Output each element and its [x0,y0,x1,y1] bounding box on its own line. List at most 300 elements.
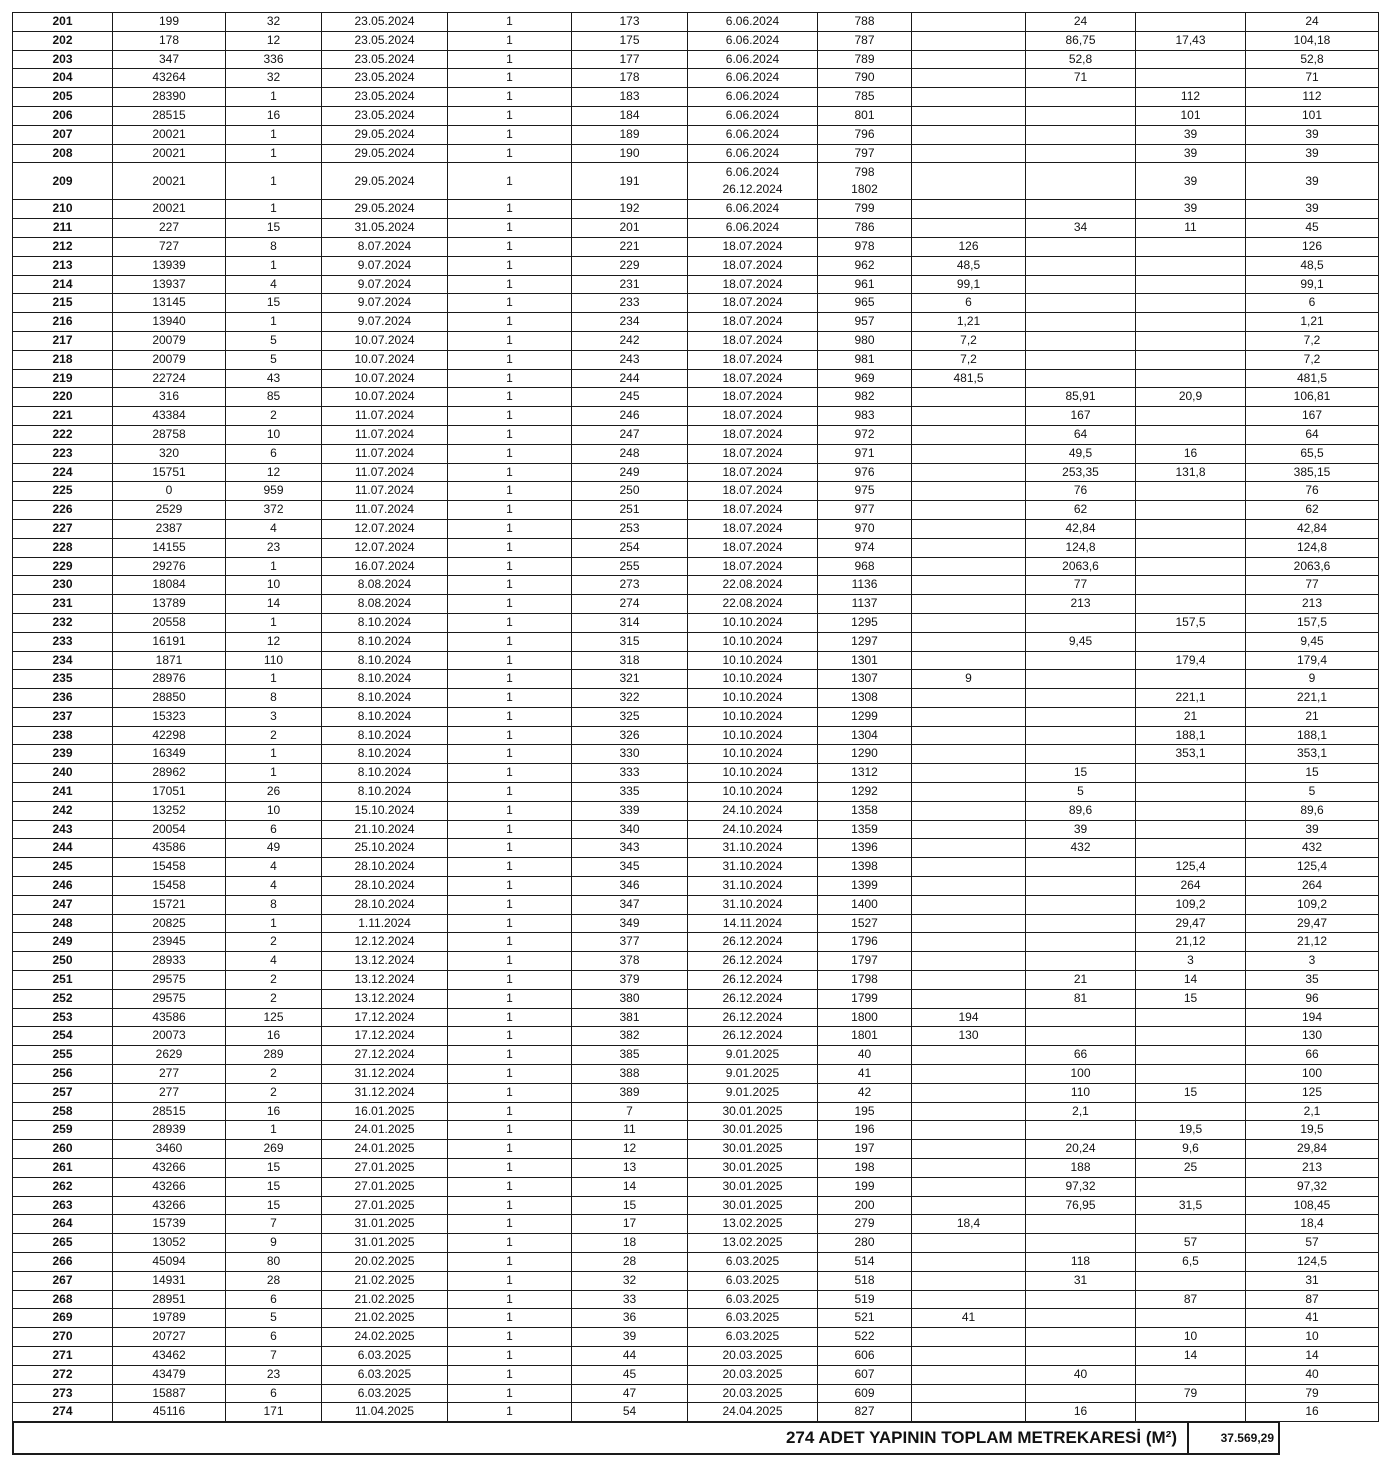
area-col-a-cell [912,1046,1026,1065]
area-col-a-cell [912,576,1026,595]
permit-number-cell: 248 [572,444,688,463]
registry-number-cell: 1312 [818,764,912,783]
area-col-c-cell [1136,256,1246,275]
quantity-cell: 1 [448,50,572,69]
registry-number-cell: 1136 [818,576,912,595]
row-number-cell: 247 [13,895,113,914]
quantity-cell: 1 [448,31,572,50]
permit-date-cell: 31.10.2024 [688,839,818,858]
block-number-cell: 6 [226,1384,322,1403]
area-col-b-cell [1026,331,1136,350]
area-col-a-cell [912,219,1026,238]
area-col-b-cell: 89,6 [1026,801,1136,820]
parcel-number-cell: 45094 [113,1253,226,1272]
area-col-a-cell [912,595,1026,614]
application-date-cell: 8.08.2024 [322,576,448,595]
block-number-cell: 2 [226,971,322,990]
permit-number-cell: 7 [572,1102,688,1121]
area-col-b-cell [1026,914,1136,933]
block-number-cell: 23 [226,538,322,557]
permit-number-cell: 378 [572,952,688,971]
area-col-a-cell [912,632,1026,651]
application-date-cell: 29.05.2024 [322,200,448,219]
block-number-cell: 15 [226,1177,322,1196]
block-number-cell: 7 [226,1346,322,1365]
permit-number-cell: 54 [572,1403,688,1422]
parcel-number-cell: 20021 [113,144,226,163]
permit-date-cell: 30.01.2025 [688,1121,818,1140]
row-number-cell: 219 [13,369,113,388]
permit-number-cell: 315 [572,632,688,651]
area-col-a-cell [912,1328,1026,1347]
area-col-b-cell [1026,1215,1136,1234]
area-col-c-cell: 19,5 [1136,1121,1246,1140]
area-col-b-cell: 97,32 [1026,1177,1136,1196]
area-col-a-cell [912,538,1026,557]
row-number-cell: 265 [13,1234,113,1253]
parcel-number-cell: 28939 [113,1121,226,1140]
application-date-cell: 21.10.2024 [322,820,448,839]
registry-number-cell: 1301 [818,651,912,670]
area-col-b-cell: 64 [1026,425,1136,444]
quantity-cell: 1 [448,1177,572,1196]
area-col-b-cell [1026,858,1136,877]
row-number-cell: 268 [13,1290,113,1309]
area-col-a-cell [912,69,1026,88]
row-number-cell: 249 [13,933,113,952]
quantity-cell: 1 [448,275,572,294]
permit-number-cell: 242 [572,331,688,350]
registry-number-cell: 40 [818,1046,912,1065]
area-col-a-cell [912,1384,1026,1403]
total-area-cell: 125 [1246,1083,1379,1102]
parcel-number-cell: 1871 [113,651,226,670]
permit-date-cell: 10.10.2024 [688,670,818,689]
table-row [13,350,1379,369]
table-row [13,1046,1379,1065]
area-col-c-cell: 20,9 [1136,388,1246,407]
block-number-cell: 8 [226,895,322,914]
area-col-c-cell [1136,632,1246,651]
permit-number-cell: 321 [572,670,688,689]
total-area-cell: 21 [1246,707,1379,726]
application-date-cell: 9.07.2024 [322,256,448,275]
permit-number-cell: 254 [572,538,688,557]
permit-number-cell: 382 [572,1027,688,1046]
row-number-cell: 241 [13,783,113,802]
area-col-b-cell: 2,1 [1026,1102,1136,1121]
quantity-cell: 1 [448,331,572,350]
area-col-b-cell: 253,35 [1026,463,1136,482]
permit-date-cell: 10.10.2024 [688,689,818,708]
block-number-cell: 269 [226,1140,322,1159]
application-date-cell: 8.10.2024 [322,651,448,670]
permit-date-cell: 9.01.2025 [688,1083,818,1102]
registry-number-cell: 1292 [818,783,912,802]
parcel-number-cell: 13789 [113,595,226,614]
table-row [13,1271,1379,1290]
parcel-number-cell: 19789 [113,1309,226,1328]
row-number-cell: 274 [13,1403,113,1422]
area-col-c-cell [1136,1065,1246,1084]
block-number-cell: 959 [226,482,322,501]
area-col-c-cell [1136,482,1246,501]
total-area-cell: 16 [1246,1403,1379,1422]
area-col-c-cell [1136,1271,1246,1290]
area-col-b-cell: 76,95 [1026,1196,1136,1215]
parcel-number-cell: 28390 [113,88,226,107]
registry-number-cell: 1799 [818,989,912,1008]
table-row [13,13,1379,32]
block-number-cell: 6 [226,1328,322,1347]
table-row [13,971,1379,990]
application-date-cell: 27.12.2024 [322,1046,448,1065]
block-number-cell: 2 [226,1065,322,1084]
permit-date-cell: 18.07.2024 [688,407,818,426]
permit-date-cell: 24.10.2024 [688,820,818,839]
total-area-cell: 221,1 [1246,689,1379,708]
area-col-c-cell: 11 [1136,219,1246,238]
area-col-a-cell [912,106,1026,125]
permit-date-line: 6.06.2024 [725,165,780,180]
area-col-a-cell [912,613,1026,632]
table-row [13,801,1379,820]
total-area-cell: 29,47 [1246,914,1379,933]
application-date-cell: 28.10.2024 [322,895,448,914]
area-col-b-cell: 86,75 [1026,31,1136,50]
area-col-b-cell [1026,651,1136,670]
permit-number-cell: 251 [572,501,688,520]
permit-date-cell: 18.07.2024 [688,444,818,463]
parcel-number-cell: 43266 [113,1196,226,1215]
quantity-cell: 1 [448,13,572,32]
quantity-cell: 1 [448,1140,572,1159]
application-date-cell: 24.01.2025 [322,1121,448,1140]
area-col-b-cell [1026,350,1136,369]
permit-date-cell: 18.07.2024 [688,538,818,557]
permit-date-cell: 9.01.2025 [688,1065,818,1084]
quantity-cell: 1 [448,1271,572,1290]
quantity-cell: 1 [448,801,572,820]
application-date-cell: 6.03.2025 [322,1346,448,1365]
permit-date-cell: 26.12.2024 [688,1008,818,1027]
parcel-number-cell: 20558 [113,613,226,632]
area-col-b-cell [1026,294,1136,313]
row-number-cell: 220 [13,388,113,407]
quantity-cell: 1 [448,1234,572,1253]
permit-number-cell: 381 [572,1008,688,1027]
permit-date-cell: 6.06.2024 [688,219,818,238]
registry-number-cell: 801 [818,106,912,125]
permit-date-cell: 31.10.2024 [688,877,818,896]
parcel-number-cell: 17051 [113,783,226,802]
quantity-cell: 1 [448,877,572,896]
area-col-b-cell [1026,1346,1136,1365]
permit-number-cell: 318 [572,651,688,670]
block-number-cell: 4 [226,952,322,971]
application-date-cell: 9.07.2024 [322,313,448,332]
area-col-b-cell [1026,670,1136,689]
area-col-b-cell: 432 [1026,839,1136,858]
registry-number-cell: 1304 [818,726,912,745]
area-col-a-cell: 1,21 [912,313,1026,332]
row-number-cell: 228 [13,538,113,557]
total-area-cell: 39 [1246,144,1379,163]
area-col-a-cell [912,651,1026,670]
total-area-cell: 7,2 [1246,331,1379,350]
permit-number-cell: 183 [572,88,688,107]
total-area-cell: 109,2 [1246,895,1379,914]
total-area-cell: 39 [1246,820,1379,839]
permit-number-cell: 244 [572,369,688,388]
block-number-cell: 1 [226,163,322,200]
application-date-cell: 13.12.2024 [322,971,448,990]
area-col-c-cell [1136,519,1246,538]
area-col-c-cell [1136,1008,1246,1027]
total-area-cell: 100 [1246,1065,1379,1084]
area-col-b-cell: 49,5 [1026,444,1136,463]
registry-number-cell: 787 [818,31,912,50]
area-col-a-cell [912,1290,1026,1309]
registry-number-cell: 1299 [818,707,912,726]
parcel-number-cell: 43266 [113,1177,226,1196]
quantity-cell: 1 [448,689,572,708]
registry-number-cell: 971 [818,444,912,463]
application-date-cell: 11.07.2024 [322,482,448,501]
area-col-c-cell [1136,1403,1246,1422]
total-area-cell: 7,2 [1246,350,1379,369]
permit-number-cell: 221 [572,237,688,256]
total-area-cell: 41 [1246,1309,1379,1328]
permit-date-cell: 6.06.2024 [688,144,818,163]
quantity-cell: 1 [448,88,572,107]
total-value: 37.569,29 [1188,1422,1279,1454]
registry-number-cell: 1358 [818,801,912,820]
application-date-cell: 12.07.2024 [322,538,448,557]
total-area-cell: 188,1 [1246,726,1379,745]
area-col-a-cell [912,783,1026,802]
registry-number-cell: 1297 [818,632,912,651]
area-col-b-cell [1026,1008,1136,1027]
permit-date-cell: 13.02.2025 [688,1215,818,1234]
permit-number-cell: 274 [572,595,688,614]
application-date-cell: 31.12.2024 [322,1065,448,1084]
area-col-b-cell [1026,125,1136,144]
block-number-cell: 9 [226,1234,322,1253]
application-date-cell: 8.10.2024 [322,783,448,802]
block-number-cell: 32 [226,69,322,88]
registry-number-cell: 1290 [818,745,912,764]
table-row [13,1346,1379,1365]
application-date-cell: 31.05.2024 [322,219,448,238]
area-col-a-cell: 99,1 [912,275,1026,294]
row-number-cell: 245 [13,858,113,877]
row-number-cell: 226 [13,501,113,520]
block-number-cell: 12 [226,463,322,482]
permit-number-cell: 273 [572,576,688,595]
area-col-b-cell: 34 [1026,219,1136,238]
total-area-cell: 77 [1246,576,1379,595]
area-col-b-cell [1026,1328,1136,1347]
permit-date-cell: 6.06.2024 [688,125,818,144]
area-col-b-cell [1026,275,1136,294]
total-area-cell: 21,12 [1246,933,1379,952]
block-number-cell: 6 [226,820,322,839]
permit-date-cell: 10.10.2024 [688,613,818,632]
row-number-cell: 263 [13,1196,113,1215]
row-number-cell: 214 [13,275,113,294]
block-number-cell: 4 [226,275,322,294]
registry-number-cell: 199 [818,1177,912,1196]
area-col-b-cell: 85,91 [1026,388,1136,407]
registry-number-cell: 1359 [818,820,912,839]
area-col-c-cell [1136,294,1246,313]
application-date-cell: 11.07.2024 [322,407,448,426]
total-area-cell: 66 [1246,1046,1379,1065]
row-number-cell: 242 [13,801,113,820]
area-col-a-cell: 194 [912,1008,1026,1027]
area-col-a-cell [912,519,1026,538]
block-number-cell: 4 [226,858,322,877]
row-number-cell: 235 [13,670,113,689]
area-col-c-cell: 21,12 [1136,933,1246,952]
parcel-number-cell: 29575 [113,989,226,1008]
permit-date-cell: 18.07.2024 [688,313,818,332]
table-row [13,858,1379,877]
row-number-cell: 222 [13,425,113,444]
area-col-a-cell [912,858,1026,877]
area-col-c-cell: 15 [1136,989,1246,1008]
permit-date-cell: 6.03.2025 [688,1290,818,1309]
permit-number-cell: 13 [572,1159,688,1178]
table-row [13,1140,1379,1159]
row-number-cell: 233 [13,632,113,651]
total-area-cell: 65,5 [1246,444,1379,463]
block-number-cell: 1 [226,125,322,144]
table-row [13,595,1379,614]
registry-number-cell: 280 [818,1234,912,1253]
row-number-cell: 269 [13,1309,113,1328]
area-col-c-cell [1136,501,1246,520]
area-col-b-cell: 124,8 [1026,538,1136,557]
permit-date-cell: 18.07.2024 [688,519,818,538]
row-number-cell: 248 [13,914,113,933]
table-row [13,313,1379,332]
total-area-cell: 112 [1246,88,1379,107]
quantity-cell: 1 [448,313,572,332]
application-date-cell: 17.12.2024 [322,1008,448,1027]
registry-number-cell: 1797 [818,952,912,971]
table-row [13,1215,1379,1234]
permit-date-cell: 24.04.2025 [688,1403,818,1422]
area-col-b-cell: 110 [1026,1083,1136,1102]
area-col-a-cell [912,801,1026,820]
quantity-cell: 1 [448,1102,572,1121]
registry-number-cell: 1396 [818,839,912,858]
total-area-cell: 42,84 [1246,519,1379,538]
registry-number-cell: 1398 [818,858,912,877]
quantity-cell: 1 [448,745,572,764]
row-number-cell: 246 [13,877,113,896]
area-col-a-cell [912,877,1026,896]
permit-date-cell: 18.07.2024 [688,369,818,388]
permit-date-cell: 10.10.2024 [688,707,818,726]
area-col-c-cell: 31,5 [1136,1196,1246,1215]
area-col-c-cell: 25 [1136,1159,1246,1178]
block-number-cell: 10 [226,576,322,595]
area-col-c-cell [1136,13,1246,32]
permit-number-cell: 243 [572,350,688,369]
table-row [13,1365,1379,1384]
total-area-cell: 40 [1246,1365,1379,1384]
block-number-cell: 16 [226,1027,322,1046]
parcel-number-cell: 28962 [113,764,226,783]
application-date-cell: 29.05.2024 [322,163,448,200]
parcel-number-cell: 316 [113,388,226,407]
quantity-cell: 1 [448,219,572,238]
quantity-cell: 1 [448,933,572,952]
area-col-a-cell: 130 [912,1027,1026,1046]
block-number-cell: 6 [226,1290,322,1309]
quantity-cell: 1 [448,482,572,501]
parcel-number-cell: 20079 [113,350,226,369]
permit-date-cell: 20.03.2025 [688,1346,818,1365]
table-row [13,294,1379,313]
quantity-cell: 1 [448,1403,572,1422]
block-number-cell: 6 [226,444,322,463]
registry-number-cell: 978 [818,237,912,256]
parcel-number-cell: 15751 [113,463,226,482]
area-col-c-cell: 264 [1136,877,1246,896]
area-col-c-cell: 39 [1136,163,1246,200]
total-label: 274 ADET YAPININ TOPLAM METREKARESİ (M²) [13,1422,1188,1454]
table-row [13,895,1379,914]
area-col-b-cell: 40 [1026,1365,1136,1384]
area-col-b-cell: 66 [1026,1046,1136,1065]
total-area-cell: 1,21 [1246,313,1379,332]
permit-number-cell: 379 [572,971,688,990]
quantity-cell: 1 [448,463,572,482]
quantity-cell: 1 [448,538,572,557]
table-row [13,613,1379,632]
area-col-c-cell [1136,69,1246,88]
block-number-cell: 8 [226,237,322,256]
row-number-cell: 254 [13,1027,113,1046]
quantity-cell: 1 [448,501,572,520]
permit-number-cell: 380 [572,989,688,1008]
block-number-cell: 7 [226,1215,322,1234]
parcel-number-cell: 20054 [113,820,226,839]
area-col-c-cell: 101 [1136,106,1246,125]
row-number-cell: 259 [13,1121,113,1140]
permit-number-cell: 229 [572,256,688,275]
area-col-c-cell [1136,1215,1246,1234]
area-col-b-cell: 9,45 [1026,632,1136,651]
total-area-cell: 89,6 [1246,801,1379,820]
area-col-c-cell [1136,1102,1246,1121]
area-col-c-cell: 14 [1136,1346,1246,1365]
registry-number-cell: 965 [818,294,912,313]
parcel-number-cell: 13940 [113,313,226,332]
registry-number-cell: 968 [818,557,912,576]
quantity-cell: 1 [448,1253,572,1272]
table-row [13,1121,1379,1140]
area-col-c-cell: 16 [1136,444,1246,463]
area-col-c-cell [1136,313,1246,332]
block-number-cell: 5 [226,331,322,350]
area-col-c-cell [1136,369,1246,388]
table-row [13,745,1379,764]
